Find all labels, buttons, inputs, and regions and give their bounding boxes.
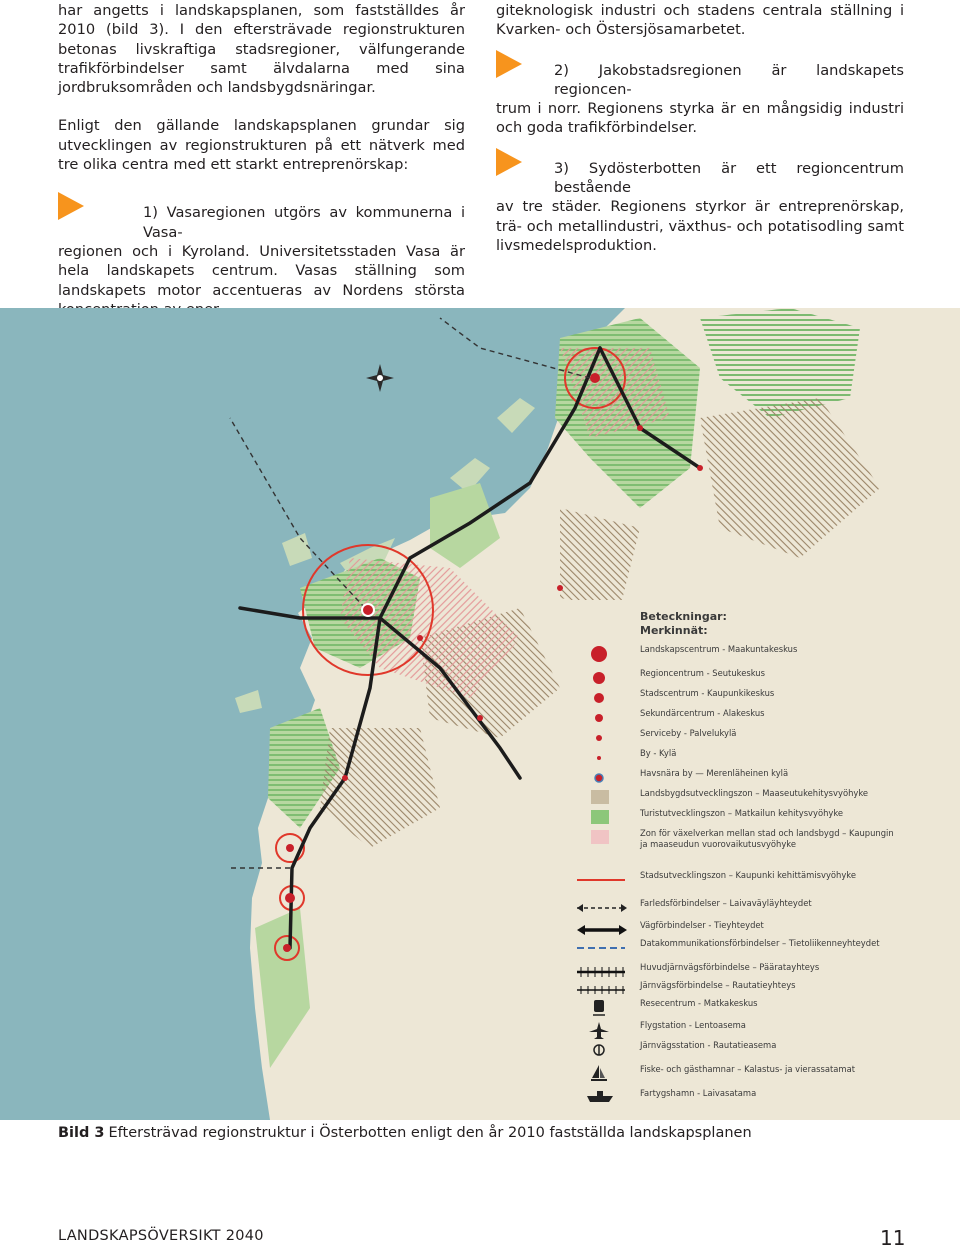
blue-dash-icon bbox=[577, 938, 627, 964]
legend-label: Stadsutvecklingszon – Kaupunki kehittämisvyöhyke bbox=[640, 870, 856, 880]
legend-label: Farledsförbindelser – Laivaväyläyhteydet bbox=[640, 898, 812, 908]
island bbox=[282, 533, 312, 566]
paragraph: Enligt den gällande landskapsplanen grundar sig utvecklingen av regionstrukturen på ett nätverk med tre olika centra med ett starkt entreprenörskap: bbox=[58, 117, 465, 174]
legend-label: Datakommunikationsförbindelser – Tietoliikenneyhteydet bbox=[640, 938, 880, 948]
legend-label: Fiske- och gästhamnar – Kalastus- ja vierassatamat bbox=[640, 1064, 855, 1074]
orange-arrow-icon bbox=[58, 192, 84, 220]
regioncentrum-marker bbox=[285, 893, 295, 903]
island bbox=[235, 690, 262, 713]
legend-label: Zon för växelverkan mellan stad och landsbygd – Kaupungin ja maaseudun vuorovaikutusvyöhyke bbox=[640, 828, 894, 849]
legend-symbol bbox=[577, 1064, 627, 1090]
paragraph: giteknologisk industri och stadens centrala ställning i Kvarken- och Östersjösamarbetet. bbox=[496, 2, 904, 39]
legend-label: Huvudjärnvägsförbindelse – Pääratayhteys bbox=[640, 962, 820, 972]
caption-label: Bild 3 bbox=[58, 1125, 105, 1141]
map-legend bbox=[577, 608, 907, 1120]
legend-label: Serviceby - Palvelukylä bbox=[640, 728, 737, 738]
legend-label: Järnvägsstation - Rautatieasema bbox=[640, 1040, 777, 1050]
compass-rose-icon bbox=[366, 364, 394, 392]
paragraph: trum i norr. Regionens styrka är en mångsidig industri och goda trafikförbindelser. bbox=[496, 100, 904, 137]
list-item-jakobstadsregionen: 2) Jakobstadsregionen är landskapets regioncen- trum i norr. Regionens styrka är en mångsidig industri och goda trafikförbindelser. bbox=[496, 61, 904, 138]
right-text-column bbox=[496, 1, 904, 255]
legend-label: Vägförbindelser - Tieyhteydet bbox=[640, 920, 764, 930]
legend-label: Regioncentrum - Seutukeskus bbox=[640, 668, 765, 678]
legend-symbol bbox=[577, 870, 627, 896]
ship-icon bbox=[577, 1088, 627, 1114]
legend-item bbox=[577, 870, 907, 900]
page-number: 11 bbox=[880, 1226, 906, 1250]
legend-item bbox=[577, 1088, 907, 1118]
legend-item bbox=[577, 828, 907, 858]
caption-text: Eftersträvad regionstruktur i Österbotten enligt den år 2010 fastställda landskapsplanen bbox=[108, 1125, 752, 1141]
circle-large-icon bbox=[577, 644, 627, 670]
figure-caption bbox=[58, 1125, 752, 1141]
legend-label: Flygstation - Lentoasema bbox=[640, 1020, 746, 1030]
paragraph: regionen och i Kyroland. Universitetsstaden Vasa är hela landskapets centrum. Vasas ställning som landskapets motor accentueras av Nordens största bbox=[58, 242, 465, 299]
station-icon bbox=[577, 1040, 627, 1066]
legend-label: Järnvägsförbindelse – Rautatieyhteys bbox=[640, 980, 796, 990]
left-text-column bbox=[58, 1, 465, 319]
orange-arrow-icon bbox=[496, 50, 522, 78]
legend-label: Stadscentrum - Kaupunkikeskus bbox=[640, 688, 775, 698]
legend-heading-sv: Beteckningar: bbox=[640, 610, 727, 623]
orange-arrow-icon bbox=[496, 148, 522, 176]
legend-symbol bbox=[577, 644, 627, 670]
hatch-pink-icon bbox=[577, 828, 627, 854]
legend-label: Landsbygdsutvecklingszon – Maaseutukehitysvyöhyke bbox=[640, 788, 869, 798]
footer-title: LANDSKAPSÖVERSIKT 2040 bbox=[58, 1228, 264, 1244]
legend-symbol bbox=[577, 828, 627, 854]
legend-label: Resecentrum - Matkakeskus bbox=[640, 998, 758, 1008]
sailboat-icon bbox=[577, 1064, 627, 1090]
landskapscentrum-marker bbox=[362, 604, 374, 616]
legend-label: Havsnära by — Merenläheinen kylä bbox=[640, 768, 789, 778]
paragraph: har angetts i landskapsplanen, som fastställdes år 2010 (bild 3). I den eftersträvade regionstrukturen betonas livskraftiga stadsregioner, välfungerande trafikförbindelser samt älvdalarna med sina jordbruksområden och landsbygdsnäringar. bbox=[58, 2, 465, 97]
red-line-icon bbox=[577, 870, 627, 896]
legend-symbol bbox=[577, 1040, 627, 1066]
legend-label: By - Kylä bbox=[640, 748, 677, 758]
legend-symbol bbox=[577, 938, 627, 964]
legend-label: Turistutvecklingszon – Matkailun kehitysvyöhyke bbox=[640, 808, 844, 818]
legend-label: Landskapscentrum - Maakuntakeskus bbox=[640, 644, 798, 654]
paragraph: av tre städer. Regionens styrkor är entreprenörskap, trä- och metallindustri, växthus- och potatisodling samt livsmedelsproduktion. bbox=[496, 198, 904, 254]
legend-label: Sekundärcentrum - Alakeskus bbox=[640, 708, 765, 718]
regioncentrum-marker bbox=[590, 373, 600, 383]
list-item-sydosterbotten: 3) Sydösterbotten är ett regioncentrum bestående av tre städer. Regionens styrkor är entreprenörskap, trä- och metallindustri, växthus- och potatisodling samt livsmedelsproduktion. bbox=[496, 159, 904, 255]
list-item-vasaregionen: 1) Vasaregionen utgörs av kommunerna i Vasa- regionen och i Kyroland. Universitetsstaden Vasa är hela landskapets centrum. Vasas ställning som landskapets motor accentueras av Nordens största bbox=[58, 203, 465, 319]
legend-label: Fartygshamn - Laivasatama bbox=[640, 1088, 757, 1098]
island bbox=[497, 398, 535, 433]
legend-heading-fi: Merkinnät: bbox=[640, 624, 708, 637]
legend-symbol bbox=[577, 1088, 627, 1114]
